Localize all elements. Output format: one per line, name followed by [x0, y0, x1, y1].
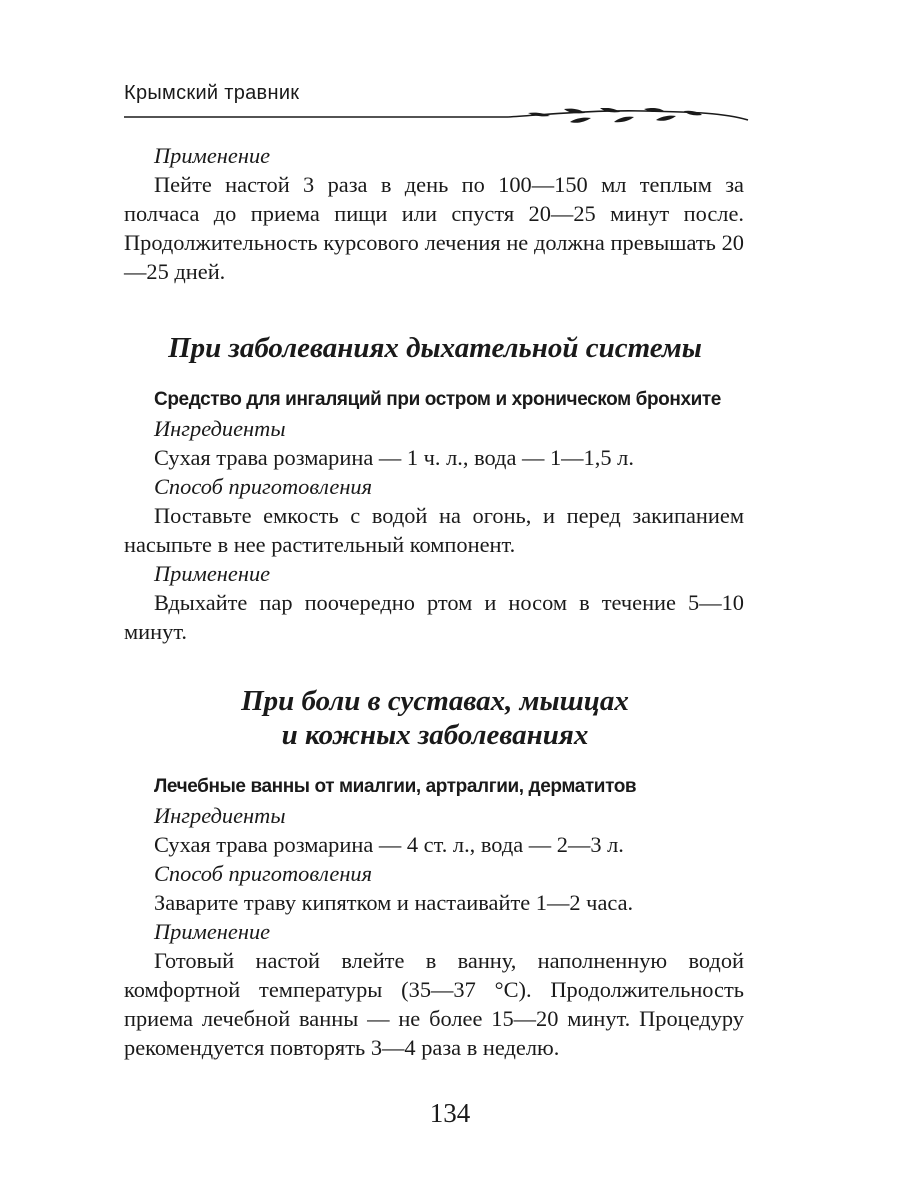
- leaf-branch-icon: [124, 108, 750, 124]
- running-title: Крымский травник: [124, 82, 300, 104]
- ingredients-paragraph: Сухая трава розмарина — 1 ч. л., вода — 1—1,5 л.: [154, 445, 634, 470]
- usage-label: Применение: [154, 561, 271, 586]
- ingredients-label: Ингредиенты: [154, 803, 286, 828]
- recipe-title-inhalation: Средство для ингаляций при остром и хроническом бронхите: [154, 389, 721, 410]
- section-heading-line: При боли в суставах, мышцах: [241, 685, 629, 717]
- usage-paragraph: Пейте настой 3 раза в день по 100—150 мл теплым за полчаса до приема пищи или спустя 20—25 минут после. Продолжительность курсового лечения не должна превышать 20—25 дней.: [124, 172, 744, 284]
- usage-paragraph: Готовый настой влейте в ванну, наполненную водой комфортной температуры (35—37 °С). Продолжительность приема лечебной ванны — не более 15—20 минут. Процедуру рекомендуется повторять 3—4 раза в неделю.: [124, 948, 744, 1060]
- recipe-title-baths: Лечебные ванны от миалгии, артралгии, дерматитов: [154, 776, 637, 797]
- method-label: Способ приготовления: [154, 474, 373, 499]
- method-paragraph: Заварите траву кипятком и настаивайте 1—2 часа.: [154, 890, 634, 915]
- section-heading-joints: [124, 684, 744, 752]
- ingredients-paragraph: Сухая трава розмарина — 4 ст. л., вода — 2—3 л.: [154, 832, 624, 857]
- usage-label: Применение: [154, 143, 271, 168]
- section-heading-respiratory: При заболеваниях дыхательной системы: [168, 332, 702, 364]
- page-number: 134: [429, 1098, 471, 1128]
- method-paragraph: Поставьте емкость с водой на огонь, и перед закипанием насыпьте в нее растительный компонент.: [124, 503, 744, 557]
- page-header: [124, 74, 750, 124]
- usage-label: Применение: [154, 919, 271, 944]
- section-heading-line: и кожных заболеваниях: [281, 719, 589, 751]
- page-body: [124, 140, 744, 1062]
- method-label: Способ приготовления: [154, 861, 373, 886]
- ingredients-label: Ингредиенты: [154, 416, 286, 441]
- usage-paragraph: Вдыхайте пар поочередно ртом и носом в течение 5—10 минут.: [124, 590, 744, 644]
